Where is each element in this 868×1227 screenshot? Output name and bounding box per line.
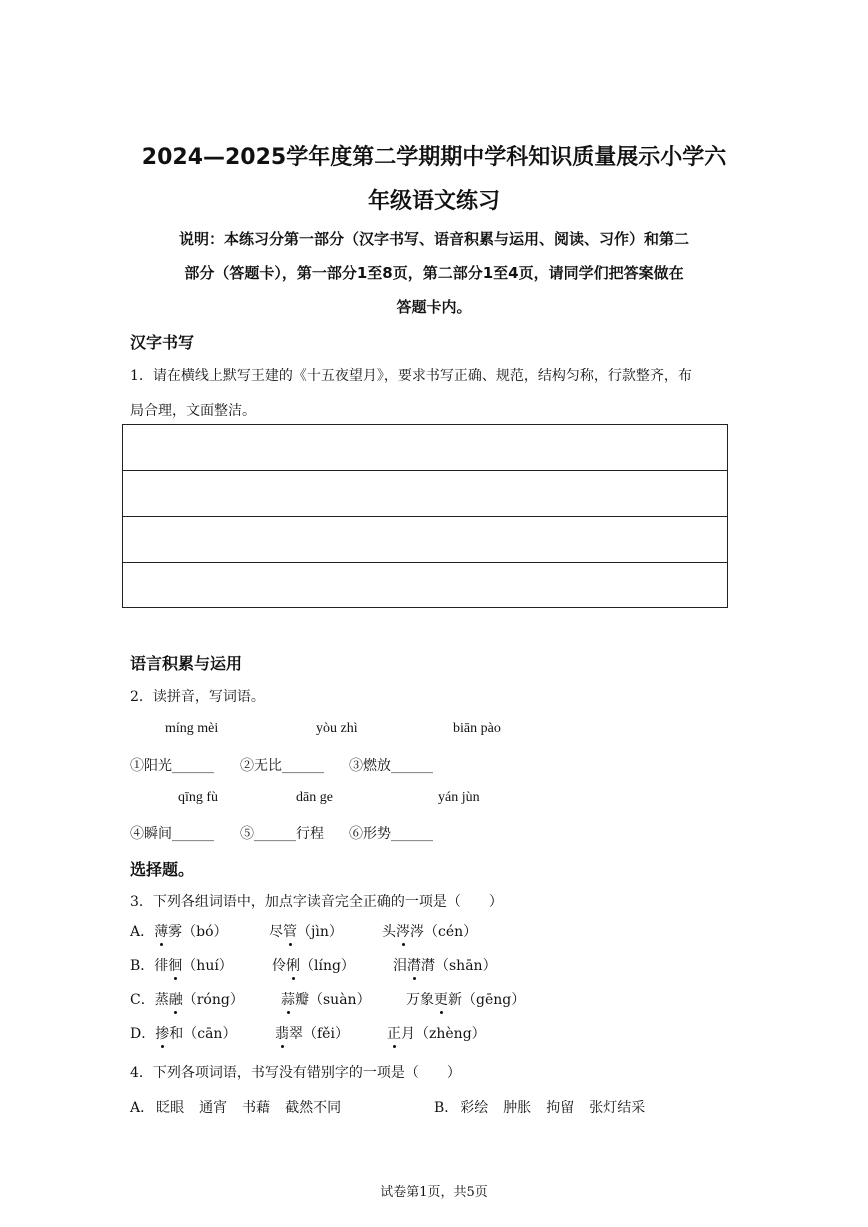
- q3-option-c-word-3: [406, 989, 525, 1009]
- instructions-line-1: 说明：本练习分第一部分（汉字书写、语音积累与运用、阅读、习作）和第二: [178, 230, 689, 248]
- q4-option-a[interactable]: [130, 1097, 341, 1117]
- dotted-char: 更: [434, 989, 448, 1009]
- option-label: B．: [130, 958, 155, 974]
- question-4-stem: 4．下列各项词语，书写没有错别字的一项是（ ）: [130, 1065, 461, 1081]
- word-rest: 雾（bó）: [168, 924, 228, 940]
- instructions-line-3: 答题卡内。: [396, 298, 472, 316]
- word-rest: （huí）: [182, 958, 233, 974]
- q3-option-a-word-2: [269, 921, 343, 941]
- dotted-char: 涔: [396, 921, 410, 941]
- writing-line: [123, 470, 727, 471]
- dotted-char: 管: [283, 921, 297, 941]
- word: 彩绘: [460, 1100, 489, 1116]
- option-label: C．: [130, 992, 155, 1008]
- word: 通宵: [199, 1100, 228, 1116]
- fill-item-6: ⑥形势______: [349, 826, 433, 842]
- q3-option-d-word-2: [275, 1023, 349, 1043]
- word-rest: 翠（fěi）: [289, 1026, 349, 1042]
- q3-option-d[interactable]: [130, 1023, 236, 1043]
- word: 张灯结采: [589, 1100, 646, 1116]
- word-rest: 潸（shān）: [421, 958, 497, 974]
- word-prefix: 徘: [154, 958, 169, 974]
- word: 拘留: [546, 1100, 575, 1116]
- q3-option-b[interactable]: [130, 955, 233, 975]
- option-label: A．: [130, 1100, 155, 1116]
- page-footer: 试卷第1页，共5页: [380, 1185, 488, 1200]
- pinyin-1: míng mèi: [165, 721, 219, 736]
- writing-line: [123, 562, 727, 563]
- fill-item-4: ④瞬间______: [130, 826, 214, 842]
- option-label: B．: [434, 1100, 459, 1116]
- word: 眨眼: [156, 1100, 185, 1116]
- dotted-char: 潸: [407, 955, 421, 975]
- fill-item-3: ③燃放______: [349, 758, 433, 774]
- option-label: D．: [130, 1026, 156, 1042]
- fill-item-1: ①阳光______: [130, 758, 214, 774]
- q3-option-d-word-3: [387, 1023, 486, 1043]
- dotted-char: 正: [387, 1023, 401, 1043]
- word-prefix: 蒸: [154, 992, 169, 1008]
- word-prefix: 泪: [393, 958, 407, 974]
- section-heading-writing: 汉字书写: [130, 333, 195, 352]
- fill-item-2: ②无比______: [240, 758, 324, 774]
- word-rest: 涔（cén）: [410, 924, 478, 940]
- q3-option-b-word-3: [393, 955, 497, 975]
- dotted-char: 翡: [275, 1023, 289, 1043]
- word-rest: （líng）: [300, 958, 355, 974]
- word-prefix: 尽: [269, 924, 283, 940]
- word-rest: 和（cān）: [169, 1026, 237, 1042]
- exam-title-line-1: 2024—2025学年度第二学期期中学科知识质量展示小学六: [141, 145, 727, 170]
- writing-line: [123, 516, 727, 517]
- dotted-char: 俐: [286, 955, 300, 975]
- dotted-char: 薄: [154, 921, 168, 941]
- q3-option-c-word-2: [281, 989, 371, 1009]
- word-rest: （róng）: [182, 992, 244, 1008]
- dotted-char: 掺: [155, 1023, 169, 1043]
- dotted-char: 徊: [168, 955, 182, 975]
- section-heading-choice: 选择题。: [130, 860, 195, 879]
- pinyin-4: qīng fù: [178, 790, 219, 805]
- dotted-char: 融: [169, 989, 183, 1009]
- q3-option-c[interactable]: [130, 989, 244, 1009]
- word-rest: 月（zhèng）: [401, 1026, 486, 1042]
- word-rest: 新（gēng）: [448, 992, 526, 1008]
- question-1-line-2: 局合理，文面整洁。: [130, 403, 256, 419]
- pinyin-2: yòu zhì: [316, 721, 358, 736]
- exam-title-line-2: 年级语文练习: [367, 189, 500, 214]
- word-prefix: 头: [382, 924, 396, 940]
- instructions-line-2: 部分（答题卡），第一部分1至8页，第二部分1至4页，请同学们把答案做在: [184, 264, 684, 282]
- q3-option-b-word-2: [272, 955, 355, 975]
- writing-answer-box[interactable]: [122, 424, 728, 608]
- section-heading-language: 语言积累与运用: [130, 654, 243, 673]
- dotted-char: 蒜: [281, 989, 295, 1009]
- pinyin-5: dān ge: [296, 790, 333, 805]
- question-3-stem: 3．下列各组词语中，加点字读音完全正确的一项是（ ）: [130, 894, 503, 910]
- q4-option-b[interactable]: [434, 1097, 645, 1117]
- word: 肿胀: [503, 1100, 532, 1116]
- question-2-stem: 2．读拼音，写词语。: [130, 689, 265, 705]
- word: 书藉: [242, 1100, 271, 1116]
- option-label: A．: [130, 924, 155, 940]
- question-1-line-1: 1．请在横线上默写王建的《十五夜望月》，要求书写正确、规范，结构匀称，行款整齐，布: [130, 368, 692, 384]
- pinyin-6: yán jùn: [438, 790, 480, 805]
- word-rest: 瓣（suàn）: [295, 992, 371, 1008]
- fill-item-5: ⑤______行程: [240, 826, 324, 842]
- word: 截然不同: [285, 1100, 342, 1116]
- word-rest: （jìn）: [297, 924, 343, 940]
- word-prefix: 万象: [406, 992, 434, 1008]
- word-prefix: 伶: [272, 958, 286, 974]
- pinyin-3: biān pào: [453, 721, 501, 736]
- q3-option-a[interactable]: [130, 921, 228, 941]
- q3-option-a-word-3: [382, 921, 477, 941]
